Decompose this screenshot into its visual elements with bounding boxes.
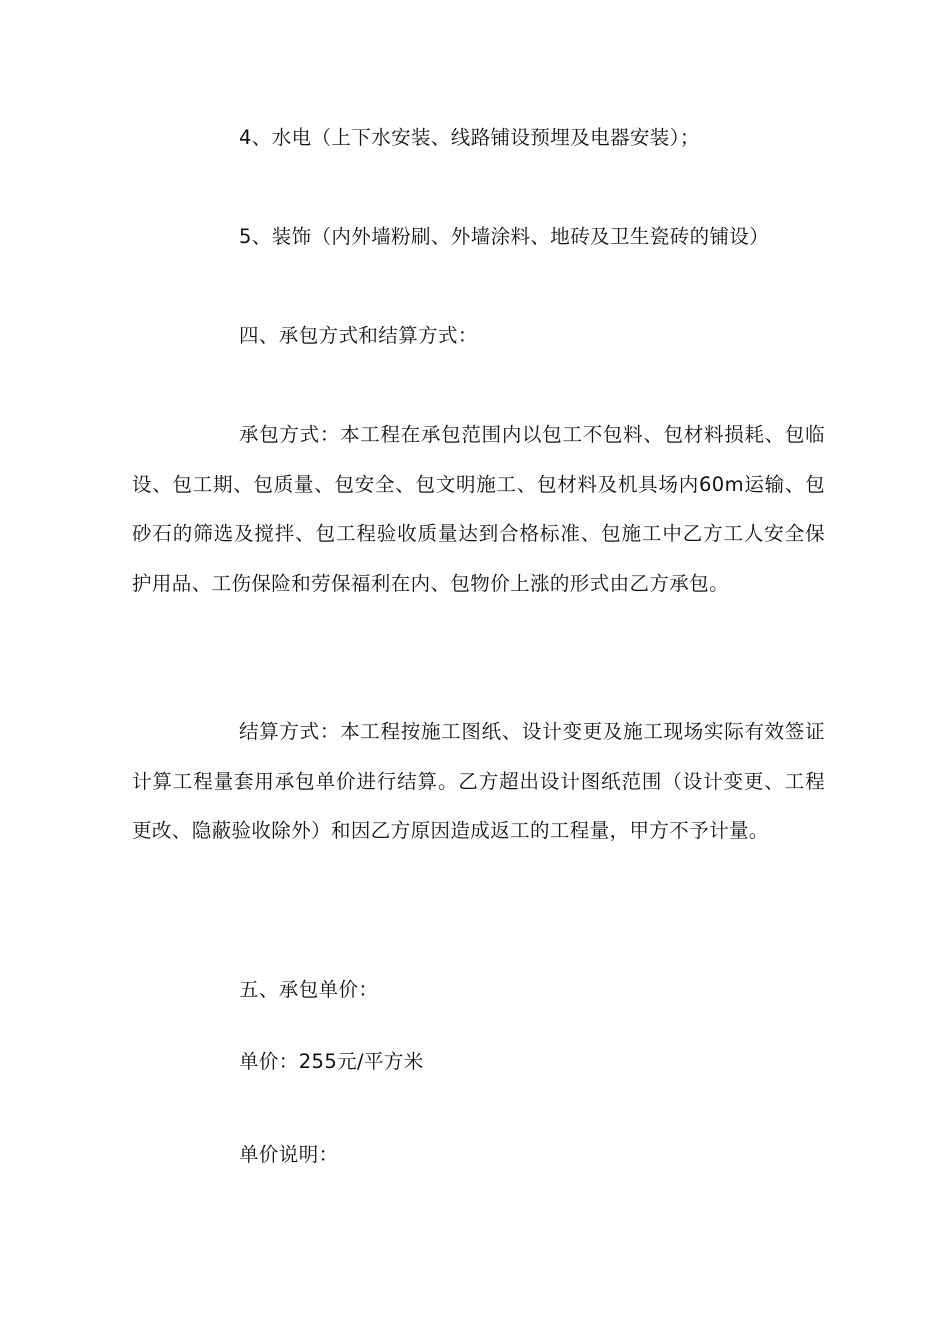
settlement-method-paragraph: 结算方式：本工程按施工图纸、设计变更及施工现场实际有效签证计算工程量套用承包单价进行结算。乙方超出设计图纸范围（设计变更、工程更改、隐蔽验收除外）和因乙方原因造成返工的工程量，甲方不予计量。 [132, 720, 825, 842]
section-4-heading: 四、承包方式和结算方式： [239, 324, 478, 347]
unit-price-value: 单价：255元/平方米 [239, 1050, 424, 1073]
item-4-plumbing-electrical: 4、水电（上下水安装、线路铺设预埋及电器安装）； [239, 126, 700, 149]
section-5-heading: 五、承包单价： [239, 978, 379, 1001]
item-5-decoration: 5、装饰（内外墙粉刷、外墙涂料、地砖及卫生瓷砖的铺设） [239, 225, 770, 248]
contract-method-paragraph: 承包方式：本工程在承包范围内以包工不包料、包材料损耗、包临设、包工期、包质量、包安全、包文明施工、包材料及机具场内60m运输、包砂石的筛选及搅拌、包工程验收质量达到合格标准、包施工中乙方工人安全保护用品、工伤保险和劳保福利在内、包物价上涨的形式由乙方承包。 [132, 423, 825, 595]
unit-price-note-label: 单价说明： [239, 1143, 339, 1166]
